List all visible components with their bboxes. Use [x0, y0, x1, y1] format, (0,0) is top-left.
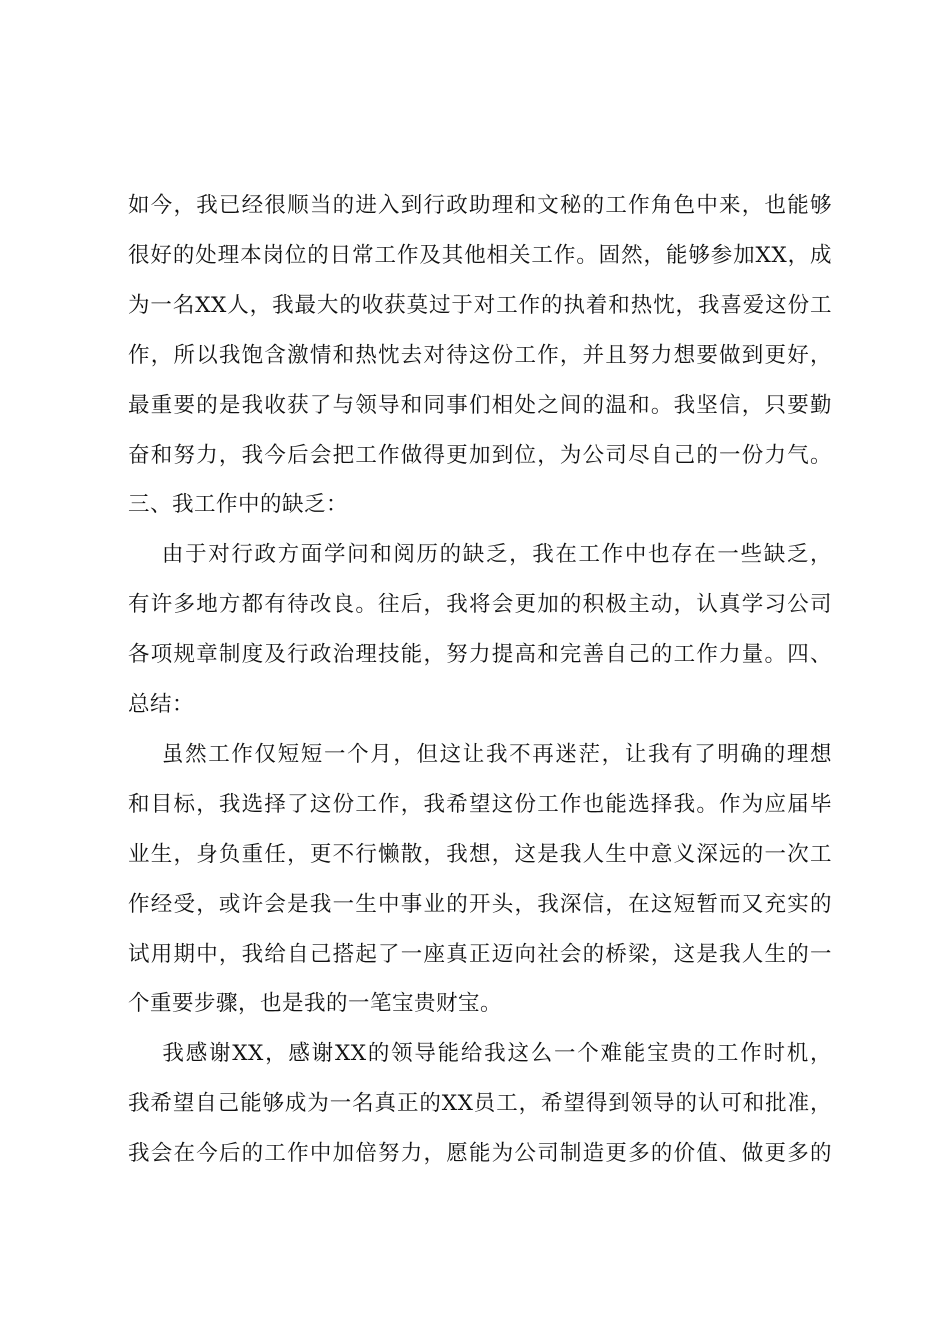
text-line: 我感谢XX，感谢XX的领导能给我这么一个难能宝贵的工作时机， — [128, 1041, 832, 1066]
text-line: 由于对行政方面学问和阅历的缺乏，我在工作中也存在一些缺乏， — [128, 542, 832, 567]
text-line: 虽然工作仅短短一个月，但这让我不再迷茫，让我有了明确的理想 — [128, 742, 832, 767]
text-line: 最重要的是我收获了与领导和同事们相处之间的温和。我坚信，只要勤 — [128, 393, 832, 418]
text-line: 很好的处理本岗位的日常工作及其他相关工作。固然，能够参加XX，成 — [128, 243, 832, 268]
section-heading: 总结： — [128, 692, 195, 717]
text-line: 如今，我已经很顺当的进入到行政助理和文秘的工作角色中来，也能够 — [128, 193, 832, 218]
text-line: 作经受，或许会是我一生中事业的开头，我深信，在这短暂而又充实的 — [128, 892, 832, 917]
text-line: 业生，身负重任，更不行懒散，我想，这是我人生中意义深远的一次工 — [128, 842, 832, 867]
text-line: 作，所以我饱含激情和热忱去对待这份工作，并且努力想要做到更好， — [128, 343, 832, 368]
text-line: 我会在今后的工作中加倍努力，愿能为公司制造更多的价值、做更多的 — [128, 1141, 832, 1166]
section-heading: 三、我工作中的缺乏： — [128, 492, 349, 517]
text-line: 为一名XX人，我最大的收获莫过于对工作的执着和热忱，我喜爱这份工 — [128, 293, 832, 318]
text-line: 个重要步骤，也是我的一笔宝贵财宝。 — [128, 991, 503, 1016]
text-line: 奋和努力，我今后会把工作做得更加到位，为公司尽自己的一份力气。 — [128, 443, 832, 468]
text-line: 我希望自己能够成为一名真正的XX员工，希望得到领导的认可和批准， — [128, 1091, 832, 1116]
text-line: 和目标，我选择了这份工作，我希望这份工作也能选择我。作为应届毕 — [128, 792, 832, 817]
text-line: 各项规章制度及行政治理技能，努力提高和完善自己的工作力量。四、 — [128, 642, 832, 667]
text-line: 有许多地方都有待改良。往后，我将会更加的积极主动，认真学习公司 — [128, 592, 832, 617]
text-line: 试用期中，我给自己搭起了一座真正迈向社会的桥梁，这是我人生的一 — [128, 942, 832, 967]
